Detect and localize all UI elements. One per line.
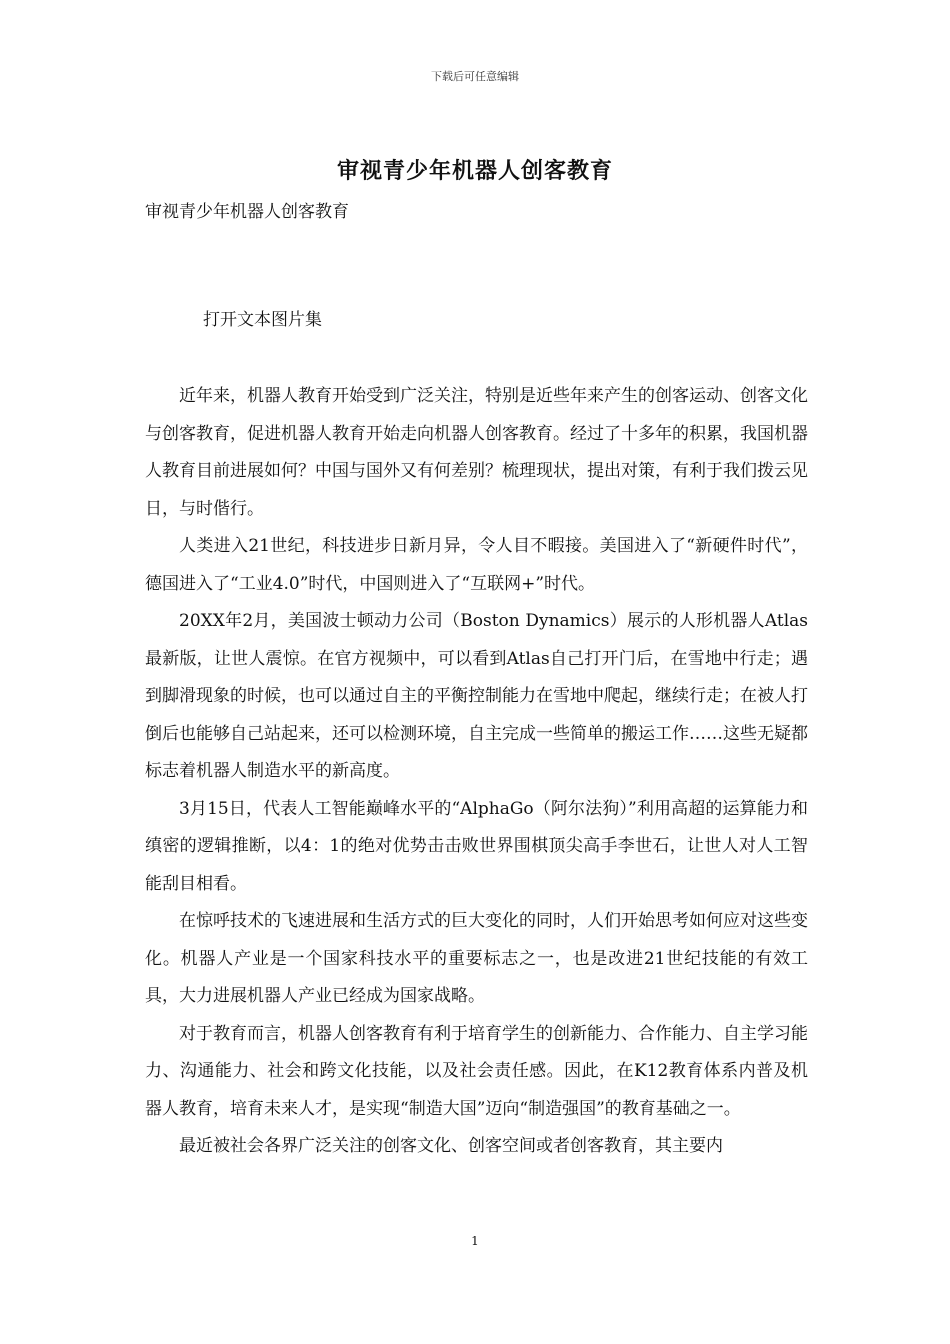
paragraph: 最近被社会各界广泛关注的创客文化、创客空间或者创客教育，其主要内	[179, 1136, 723, 1156]
paragraph-list	[145, 378, 808, 1166]
paragraph: 对于教育而言，机器人创客教育有利于培育学生的创新能力、合作能力、自主学习能力、沟通能力、社会和跨文化技能，以及社会责任感。因此，在K12教育体系内普及机器人教育，培育未来人才，是实现“制造大国”迈向“制造强国”的教育基础之一。	[145, 1023, 808, 1119]
page-number: 1	[471, 1234, 479, 1248]
paragraph: 在惊呼技术的飞速进展和生活方式的巨大变化的同时，人们开始思考如何应对这些变化。机器人产业是一个国家科技水平的重要标志之一，也是改进21世纪技能的有效工具，大力进展机器人产业已经成为国家战略。	[145, 911, 808, 1006]
page-header-note: 下载后可任意编辑	[431, 70, 519, 83]
open-image-gallery-link[interactable]: 打开文本图片集	[203, 310, 322, 330]
document-body	[145, 196, 808, 1166]
paragraph: 近年来，机器人教育开始受到广泛关注，特别是近些年来产生的创客运动、创客文化与创客教育，促进机器人教育开始走向机器人创客教育。经过了十多年的积累，我国机器人教育目前进展如何？中国与国外又有何差别？梳理现状，提出对策，有利于我们拨云见日，与时偕行。	[145, 386, 808, 519]
paragraph: 20XX年2月，美国波士顿动力公司（Boston Dynamics）展示的人形机器人Atlas最新版，让世人震惊。在官方视频中，可以看到Atlas自己打开门后，在雪地中行走；遇到脚滑现象的时候，也可以通过自主的平衡控制能力在雪地中爬起，继续行走；在被人打倒后也能够自己站起来，还可以检测环境，自主完成一些简单的搬运工作……这些无疑都标志着机器人制造水平的新高度。	[145, 611, 808, 781]
paragraph: 人类进入21世纪，科技进步日新月异，令人目不暇接。美国进入了“新硬件时代”，德国进入了“工业4.0”时代，中国则进入了“互联网+”时代。	[145, 536, 808, 594]
document-subtitle: 审视青少年机器人创客教育	[145, 202, 349, 222]
document-title: 审视青少年机器人创客教育	[336, 158, 613, 184]
paragraph: 3月15日，代表人工智能巅峰水平的“AlphaGo（阿尔法狗）”利用高超的运算能力和缜密的逻辑推断，以4：1的绝对优势击击败世界围棋顶尖高手李世石，让世人对人工智能刮目相看。	[145, 798, 808, 894]
